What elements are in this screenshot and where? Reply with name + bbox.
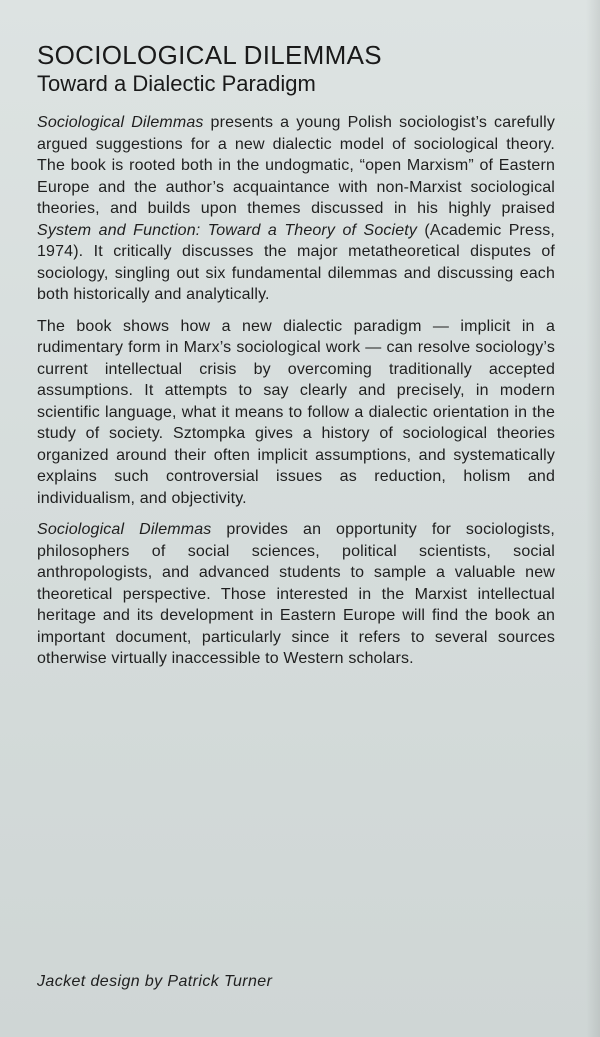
jacket-design-credit: Jacket design by Patrick Turner xyxy=(37,973,273,990)
paragraph-1-text-b: (Academic Press, 1974). It critically discusses the major metatheoretical disputes of sociology, singling out six fundamental dilemmas and discussing each both historically and analytically. xyxy=(37,221,555,303)
flap-edge-shadow xyxy=(586,0,600,1037)
description-paragraph-2: The book shows how a new dialectic paradigm — implicit in a rudimentary form in Marx’s sociological work — can resolve sociology’s current intellectual crisis by overcoming traditionally accepted assumptions. It attempts to say clearly and precisely, in modern scientific language, what it means to follow a dialectic orientation in the study of society. Sztompka gives a history of sociological theories organized around their often implicit assumptions, and systematically explains such controversial issues as reduction, holism and individualism, and objectivity. xyxy=(37,317,555,507)
paragraph-1-text-a: presents a young Polish sociologist’s carefully argued suggestions for a new dialectic model of sociological theory. The book is rooted both in the undogmatic, “open Marxism” of Eastern Europe and the author’s acquaintance with non-Marxist sociological theories, and builds upon themes discussed in his highly praised xyxy=(37,114,555,217)
paragraph-3-text: provides an opportunity for sociologists, philosophers of social sciences, political scientists, social anthropologists, and advanced students to sample a valuable new theoretical perspective. Those interested in the Marxist intellectual heritage and its development in Eastern Europe will find the book an important document, particularly since it refers to several sources otherwise virtually inaccessible to Western scholars. xyxy=(37,521,555,667)
description-paragraph-3 xyxy=(37,519,555,670)
flap-content xyxy=(37,40,555,680)
description-paragraph-1 xyxy=(37,112,555,306)
book-title-italic: Sociological Dilemmas xyxy=(37,114,204,131)
book-title-italic: Sociological Dilemmas xyxy=(37,521,212,538)
book-subtitle: Toward a Dialectic Paradigm xyxy=(37,71,316,96)
book-title: SOCIOLOGICAL DILEMMAS xyxy=(37,40,382,70)
referenced-work-title: System and Function: Toward a Theory of Society xyxy=(37,221,418,239)
